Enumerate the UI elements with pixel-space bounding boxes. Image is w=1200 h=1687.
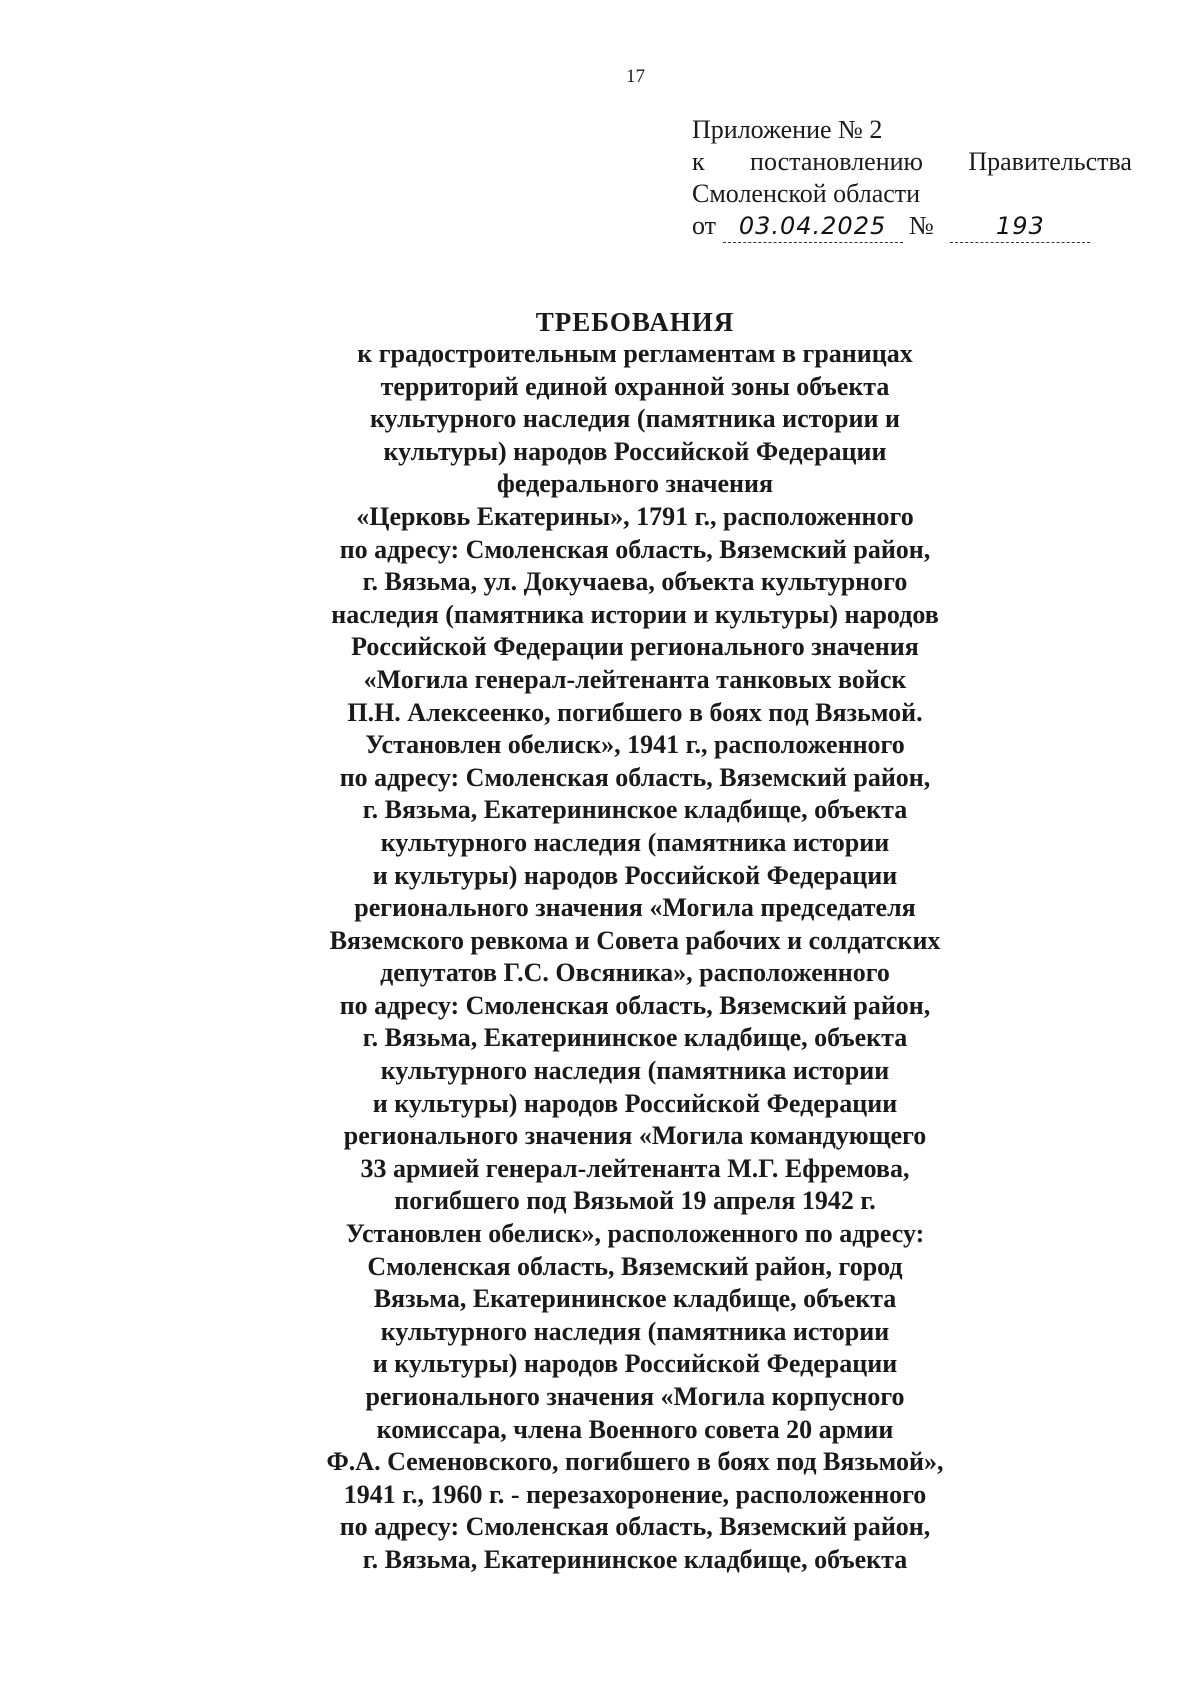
resolution-preposition: к xyxy=(692,147,705,176)
subtitle-line: культурного наследия (памятника истории xyxy=(380,1316,890,1346)
number-prefix: № xyxy=(909,211,934,240)
subtitle-line: Установлен обелиск», расположенного по адресу: xyxy=(345,1219,925,1249)
page-number: 17 xyxy=(626,66,645,87)
subtitle-line: по адресу: Смоленская область, Вяземский район, xyxy=(339,1512,931,1542)
subtitle-line: к градостроительным регламентам в границах xyxy=(357,339,913,368)
subtitle-line: культурного наследия (памятника истории xyxy=(380,1056,890,1086)
document-subtitle xyxy=(200,338,1070,1577)
subtitle-line: г. Вязьма, Екатерининское кладбище, объекта xyxy=(362,1544,908,1574)
resolution-word: постановлению xyxy=(750,147,923,176)
number-field xyxy=(950,210,1090,243)
subtitle-line: 33 армией генерал-лейтенанта М.Г. Ефремова, xyxy=(360,1153,910,1183)
date-field xyxy=(723,210,903,243)
subtitle-line: комиссара, члена Военного совета 20 армии xyxy=(376,1414,894,1444)
document-title: ТРЕБОВАНИЯ xyxy=(535,307,735,337)
subtitle-line: и культуры) народов Российской Федерации xyxy=(372,1088,898,1118)
subtitle-line: Российской Федерации регионального значения xyxy=(351,632,919,662)
subtitle-line: регионального значения «Могила корпусного xyxy=(365,1382,905,1411)
subtitle-line: регионального значения «Могила председателя xyxy=(354,893,916,923)
handwritten-number: 193 xyxy=(995,212,1045,240)
subtitle-line: погибшего под Вязьмой 19 апреля 1942 г. xyxy=(394,1186,876,1216)
subtitle-line: культурного наследия (памятника истории и xyxy=(370,404,900,434)
subtitle-line: и культуры) народов Российской Федерации xyxy=(372,860,898,890)
subtitle-line: регионального значения «Могила командующего xyxy=(343,1121,927,1151)
subtitle-line: г. Вязьма, Екатерининское кладбище, объекта xyxy=(362,1023,908,1053)
subtitle-line: П.Н. Алексеенко, погибшего в боях под Вязьмой. xyxy=(347,697,923,727)
subtitle-line: Смоленская область, Вяземский район, город xyxy=(367,1251,903,1281)
subtitle-line: культуры) народов Российской Федерации xyxy=(383,436,887,466)
subtitle-line: федерального значения xyxy=(496,469,774,499)
subtitle-line: наследия (памятника истории и культуры) народов xyxy=(331,599,939,629)
subtitle-line: «Могила генерал-лейтенанта танковых войск xyxy=(363,664,907,694)
subtitle-line: Вязьма, Екатерининское кладбище, объекта xyxy=(373,1284,897,1314)
government-word: Правительства xyxy=(968,147,1132,176)
subtitle-line: г. Вязьма, ул. Докучаева, объекта культурного xyxy=(362,567,908,597)
subtitle-line: г. Вязьма, Екатерининское кладбище, объекта xyxy=(362,795,908,825)
subtitle-line: территорий единой охранной зоны объекта xyxy=(380,371,890,401)
subtitle-line: Вяземского ревкома и Совета рабочих и солдатских xyxy=(329,925,941,955)
date-prefix: от xyxy=(692,211,717,240)
subtitle-line: Установлен обелиск», 1941 г., расположенного xyxy=(365,730,905,760)
subtitle-line: «Церковь Екатерины», 1791 г., расположенного xyxy=(356,501,914,531)
subtitle-line: Ф.А. Семеновского, погибшего в боях под Вязьмой», xyxy=(326,1447,944,1477)
resolution-line xyxy=(692,146,1132,178)
subtitle-line: культурного наследия (памятника истории xyxy=(380,827,890,857)
subtitle-line: депутатов Г.С. Овсяника», расположенного xyxy=(380,958,890,988)
subtitle-line: по адресу: Смоленская область, Вяземский район, xyxy=(339,534,931,564)
document-title-block xyxy=(200,306,1070,1577)
date-number-line xyxy=(692,210,1132,243)
appendix-header xyxy=(692,114,1132,243)
appendix-number: Приложение № 2 xyxy=(692,115,883,144)
subtitle-line: по адресу: Смоленская область, Вяземский район, xyxy=(339,990,931,1020)
region-name: Смоленской области xyxy=(692,179,921,208)
subtitle-line: и культуры) народов Российской Федерации xyxy=(372,1349,898,1379)
subtitle-line: по адресу: Смоленская область, Вяземский район, xyxy=(339,762,931,792)
subtitle-line: 1941 г., 1960 г. - перезахоронение, расположенного xyxy=(343,1479,927,1509)
handwritten-date: 03.04.2025 xyxy=(738,212,887,240)
